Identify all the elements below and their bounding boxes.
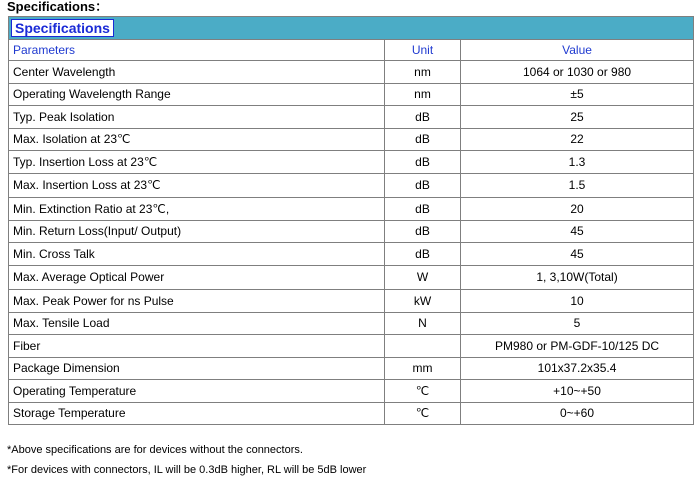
cell-unit: mm — [385, 357, 461, 380]
cell-parameter: Typ. Insertion Loss at 23℃ — [9, 151, 385, 174]
table-row — [9, 335, 694, 358]
cell-value: 22 — [461, 128, 694, 151]
cell-parameter: Min. Cross Talk — [9, 243, 385, 266]
cell-parameter: Max. Tensile Load — [9, 312, 385, 335]
specifications-table — [8, 16, 694, 425]
cell-parameter: Package Dimension — [9, 357, 385, 380]
table-row — [9, 198, 694, 221]
table-row — [9, 151, 694, 174]
cell-parameter: Max. Average Optical Power — [9, 265, 385, 290]
cell-parameter: Max. Peak Power for ns Pulse — [9, 290, 385, 313]
table-row — [9, 106, 694, 129]
cell-parameter: Min. Return Loss(Input/ Output) — [9, 220, 385, 243]
cell-parameter: Fiber — [9, 335, 385, 358]
table-row — [9, 265, 694, 290]
header-parameters: Parameters — [9, 40, 385, 61]
table-row — [9, 220, 694, 243]
footnote-connectors: *Above specifications are for devices without the connectors. — [7, 444, 303, 456]
cell-unit: ℃ — [385, 402, 461, 425]
cell-value: 1.3 — [461, 151, 694, 174]
table-title-row — [9, 17, 694, 40]
cell-value: 101x37.2x35.4 — [461, 357, 694, 380]
footnote-il-rl: *For devices with connectors, IL will be 0.3dB higher, RL will be 5dB lower — [7, 464, 367, 476]
table-row — [9, 357, 694, 380]
table-row — [9, 83, 694, 106]
cell-unit: dB — [385, 198, 461, 221]
cell-parameter: Typ. Peak Isolation — [9, 106, 385, 129]
cell-unit: ℃ — [385, 380, 461, 403]
table-row — [9, 380, 694, 403]
table-header-row — [9, 40, 694, 61]
table-row — [9, 173, 694, 198]
cell-value: 25 — [461, 106, 694, 129]
cell-unit: nm — [385, 61, 461, 84]
cell-value: 1, 3,10W(Total) — [461, 265, 694, 290]
cell-parameter: Operating Temperature — [9, 380, 385, 403]
cell-value: ±5 — [461, 83, 694, 106]
table-row — [9, 243, 694, 266]
cell-parameter: Center Wavelength — [9, 61, 385, 84]
cell-value: 0~+60 — [461, 402, 694, 425]
cell-value: 45 — [461, 243, 694, 266]
cell-unit: W — [385, 265, 461, 290]
table-row — [9, 290, 694, 313]
table-title-cell — [9, 17, 694, 40]
cell-value: 5 — [461, 312, 694, 335]
cell-unit: kW — [385, 290, 461, 313]
cell-unit: dB — [385, 243, 461, 266]
header-value: Value — [461, 40, 694, 61]
cell-unit: dB — [385, 220, 461, 243]
cell-parameter: Max. Insertion Loss at 23℃ — [9, 173, 385, 198]
header-unit: Unit — [385, 40, 461, 61]
table-row — [9, 402, 694, 425]
cell-unit — [385, 335, 461, 358]
cell-parameter: Storage Temperature — [9, 402, 385, 425]
cell-value: 20 — [461, 198, 694, 221]
cell-parameter: Operating Wavelength Range — [9, 83, 385, 106]
cell-value: 1.5 — [461, 173, 694, 198]
cell-value: 1064 or 1030 or 980 — [461, 61, 694, 84]
cell-value: 45 — [461, 220, 694, 243]
table-row — [9, 128, 694, 151]
cell-unit: dB — [385, 151, 461, 174]
cell-value: PM980 or PM-GDF-10/125 DC — [461, 335, 694, 358]
table-title: Specifications — [11, 19, 114, 37]
page-heading: Specifications： — [7, 0, 109, 14]
cell-unit: nm — [385, 83, 461, 106]
cell-unit: dB — [385, 128, 461, 151]
cell-parameter: Max. Isolation at 23℃ — [9, 128, 385, 151]
table-row — [9, 312, 694, 335]
cell-unit: dB — [385, 106, 461, 129]
cell-unit: dB — [385, 173, 461, 198]
table-row — [9, 61, 694, 84]
cell-unit: N — [385, 312, 461, 335]
cell-value: +10~+50 — [461, 380, 694, 403]
cell-parameter: Min. Extinction Ratio at 23℃, — [9, 198, 385, 221]
cell-value: 10 — [461, 290, 694, 313]
